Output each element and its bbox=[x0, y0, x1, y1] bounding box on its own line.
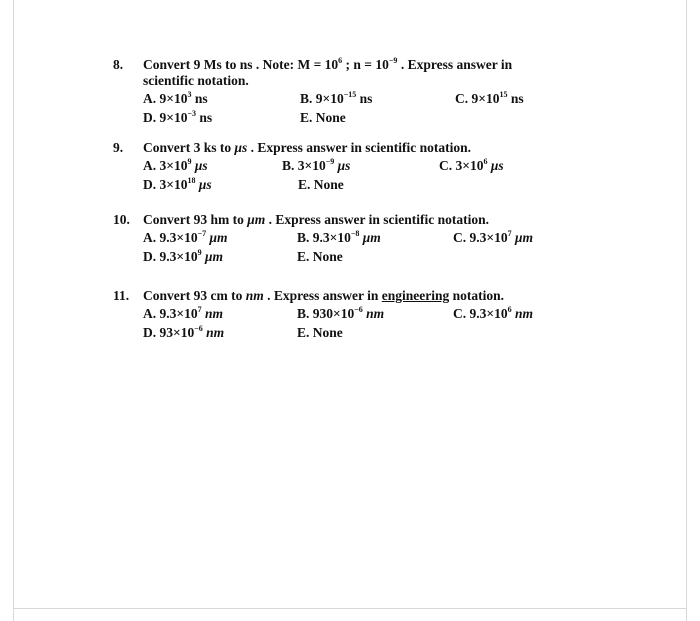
options-row-1 bbox=[143, 228, 573, 247]
page-border-bottom bbox=[13, 608, 687, 609]
option-e[interactable]: E. None bbox=[297, 325, 343, 340]
option-b[interactable]: B. $9\times 10^{-15}$ ns bbox=[300, 90, 373, 106]
option-d[interactable]: D. $9\times 10^{-3}$ ns bbox=[143, 109, 213, 125]
options-row-2 bbox=[143, 108, 573, 127]
question-number: 10. bbox=[113, 212, 130, 227]
question-text: Convert 93 hm to μm . Express answer in scientific notation. bbox=[143, 212, 490, 227]
option-e[interactable]: E. None bbox=[300, 110, 346, 125]
options-row-1 bbox=[143, 89, 573, 108]
option-a[interactable]: A. $9\times 10^3$ ns bbox=[143, 90, 208, 106]
option-c[interactable]: C. $9.3\times 10^7$ μm bbox=[453, 229, 533, 245]
question-10 bbox=[113, 212, 573, 266]
option-c[interactable]: C. $9\times 10^{15}$ ns bbox=[455, 90, 524, 106]
options-row-2 bbox=[143, 175, 573, 194]
page-border-left bbox=[13, 0, 14, 621]
question-text: Convert 9 Ms to ns . Note: $M = 10^6$ ; $n = 10^{-9}$ . Express answer in bbox=[143, 56, 513, 72]
question-number: 8. bbox=[113, 57, 124, 72]
option-c[interactable]: C. $3\times 10^6$ μs bbox=[439, 157, 504, 173]
option-a[interactable]: A. $9.3\times 10^7$ nm bbox=[143, 305, 223, 321]
question-text-cont: scientific notation. bbox=[143, 73, 249, 88]
option-d[interactable]: D. $93\times 10^{-6}$ nm bbox=[143, 324, 225, 340]
option-a[interactable]: A. $9.3\times 10^{-7}$ μm bbox=[143, 229, 228, 245]
question-8 bbox=[113, 57, 573, 127]
option-b[interactable]: B. $3\times 10^{-9}$ μs bbox=[282, 157, 351, 173]
page-border-right bbox=[686, 0, 687, 621]
option-e[interactable]: E. None bbox=[298, 177, 344, 192]
options-row-1 bbox=[143, 304, 573, 323]
option-a[interactable]: A. $3\times 10^9$ μs bbox=[143, 157, 208, 173]
option-b[interactable]: B. $9.3\times 10^{-8}$ μm bbox=[297, 229, 381, 245]
question-text: Convert 93 cm to nm . Express answer in engineering notation. bbox=[143, 288, 505, 303]
question-9 bbox=[113, 140, 573, 194]
options-row-2 bbox=[143, 323, 573, 342]
question-11 bbox=[113, 288, 573, 342]
option-e[interactable]: E. None bbox=[297, 249, 343, 264]
option-b[interactable]: B. $930\times 10^{-6}$ nm bbox=[297, 305, 385, 321]
question-number: 9. bbox=[113, 140, 124, 155]
question-text: Convert 3 ks to μs . Express answer in scientific notation. bbox=[143, 140, 472, 155]
options-row-1 bbox=[143, 156, 573, 175]
options-row-2 bbox=[143, 247, 573, 266]
option-c[interactable]: C. $9.3\times 10^6$ nm bbox=[453, 305, 533, 321]
option-d[interactable]: D. $3\times 10^{18}$ μs bbox=[143, 176, 212, 192]
question-number: 11. bbox=[113, 288, 130, 303]
option-d[interactable]: D. $9.3\times 10^9$ μm bbox=[143, 248, 223, 264]
